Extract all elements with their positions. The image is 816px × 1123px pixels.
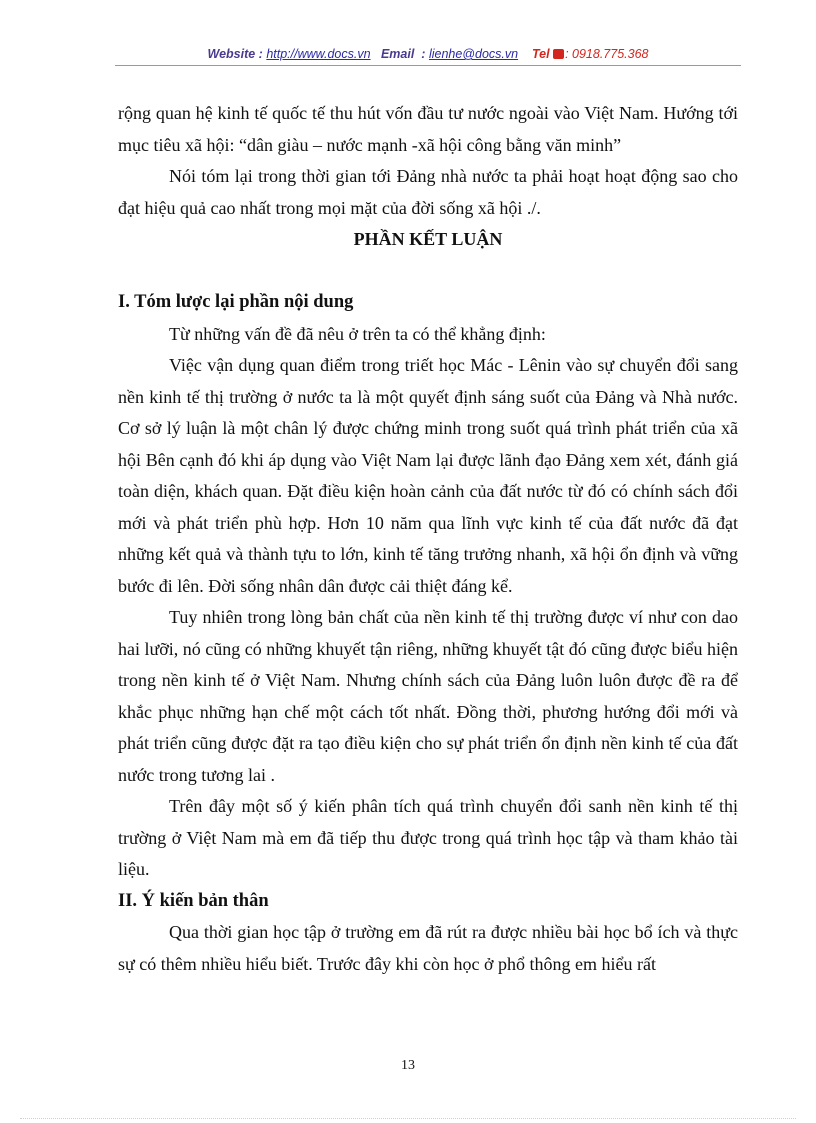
tel-value: : 0918.775.368 <box>565 47 649 61</box>
paragraph-6: Trên đây một số ý kiến phân tích quá trình chuyển đổi sanh nền kinh tế thị trường ở Việt Nam mà em đã tiếp thu được trong quá trình học tập và tham khảo tài liệu. <box>118 796 738 879</box>
document-body <box>118 98 738 980</box>
email-link[interactable]: lienhe@docs.vn <box>428 47 519 61</box>
paragraph-3: Từ những vấn đề đã nêu ở trên ta có thể khẳng định: <box>169 323 546 344</box>
page-header: Website : http://www.docs.vn Email : lienhe@docs.vn Tel : 0918.775.368 <box>115 47 741 66</box>
paragraph-1: rộng quan hệ kinh tế quốc tế thu hút vốn đầu tư nước ngoài vào Việt Nam. Hướng tới mục tiêu xã hội: “dân giàu – nước mạnh -xã hội công bằng văn minh” <box>118 103 738 155</box>
paragraph-2: Nói tóm lại trong thời gian tới Đảng nhà nước ta phải hoạt hoạt động sao cho đạt hiệu quả cao nhất trong mọi mặt của đời sống xã hội ./. <box>118 166 738 218</box>
tel-label: Tel <box>531 47 550 61</box>
heading-1: I. Tóm lược lại phần nội dung <box>118 292 354 312</box>
section-title: PHẦN KẾT LUẬN <box>353 229 503 249</box>
phone-icon <box>553 49 564 59</box>
heading-2: II. Ý kiến bản thân <box>118 890 269 911</box>
email-label: Email <box>380 47 415 61</box>
website-label: Website : <box>207 47 263 61</box>
website-link[interactable]: http://www.docs.vn <box>266 47 371 61</box>
paragraph-4: Việc vận dụng quan điểm trong triết học Mác - Lênin vào sự chuyển đổi sang nền kinh tế thị trường ở nước ta là một quyết định sáng suốt của Đảng và Nhà nước. Cơ sở lý luận là một chân lý được chứng minh trong suốt quá trình phát triển của xã hội Bên cạnh đó khi áp dụng vào Việt Nam lại được lãnh đạo Đảng xem xét, đánh giá toàn diện, khách quan. Đặt điều kiện hoàn cảnh của đất nước từ đó có chính sách đổi mới và phát triển phù hợp. Hơn 10 năm qua lĩnh vực kinh tế của đất nước đã đạt những kết quả và thành tựu to lớn, kinh tế tăng trưởng nhanh, xã hội ổn định và vững bước đi lên. Đời sống nhân dân được cải thiệt đáng kể. <box>118 355 738 596</box>
paragraph-7: Qua thời gian học tập ở trường em đã rút ra được nhiều bài học bổ ích và thực sự có thêm nhiều hiểu biết. Trước đây khi còn học ở phổ thông em hiểu rất <box>118 922 738 974</box>
paragraph-5: Tuy nhiên trong lòng bản chất của nền kinh tế thị trường được ví như con dao hai lưỡi, nó cũng có những khuyết tận riêng, những khuyết tật đó cũng được biểu hiện trong nền kinh tế ở Việt Nam. Nhưng chính sách của Đảng luôn luôn được đề ra để khắc phục những hạn chế một cách tốt nhất. Đồng thời, phương hướng đổi mới và phát triển cũng được đặt ra tạo điều kiện cho sự phát triển ổn định nền kinh tế của đất nước trong tương lai . <box>118 607 738 785</box>
spacer <box>118 256 738 288</box>
page-number: 13 <box>401 1058 415 1073</box>
page-bottom-divider <box>20 1118 796 1119</box>
